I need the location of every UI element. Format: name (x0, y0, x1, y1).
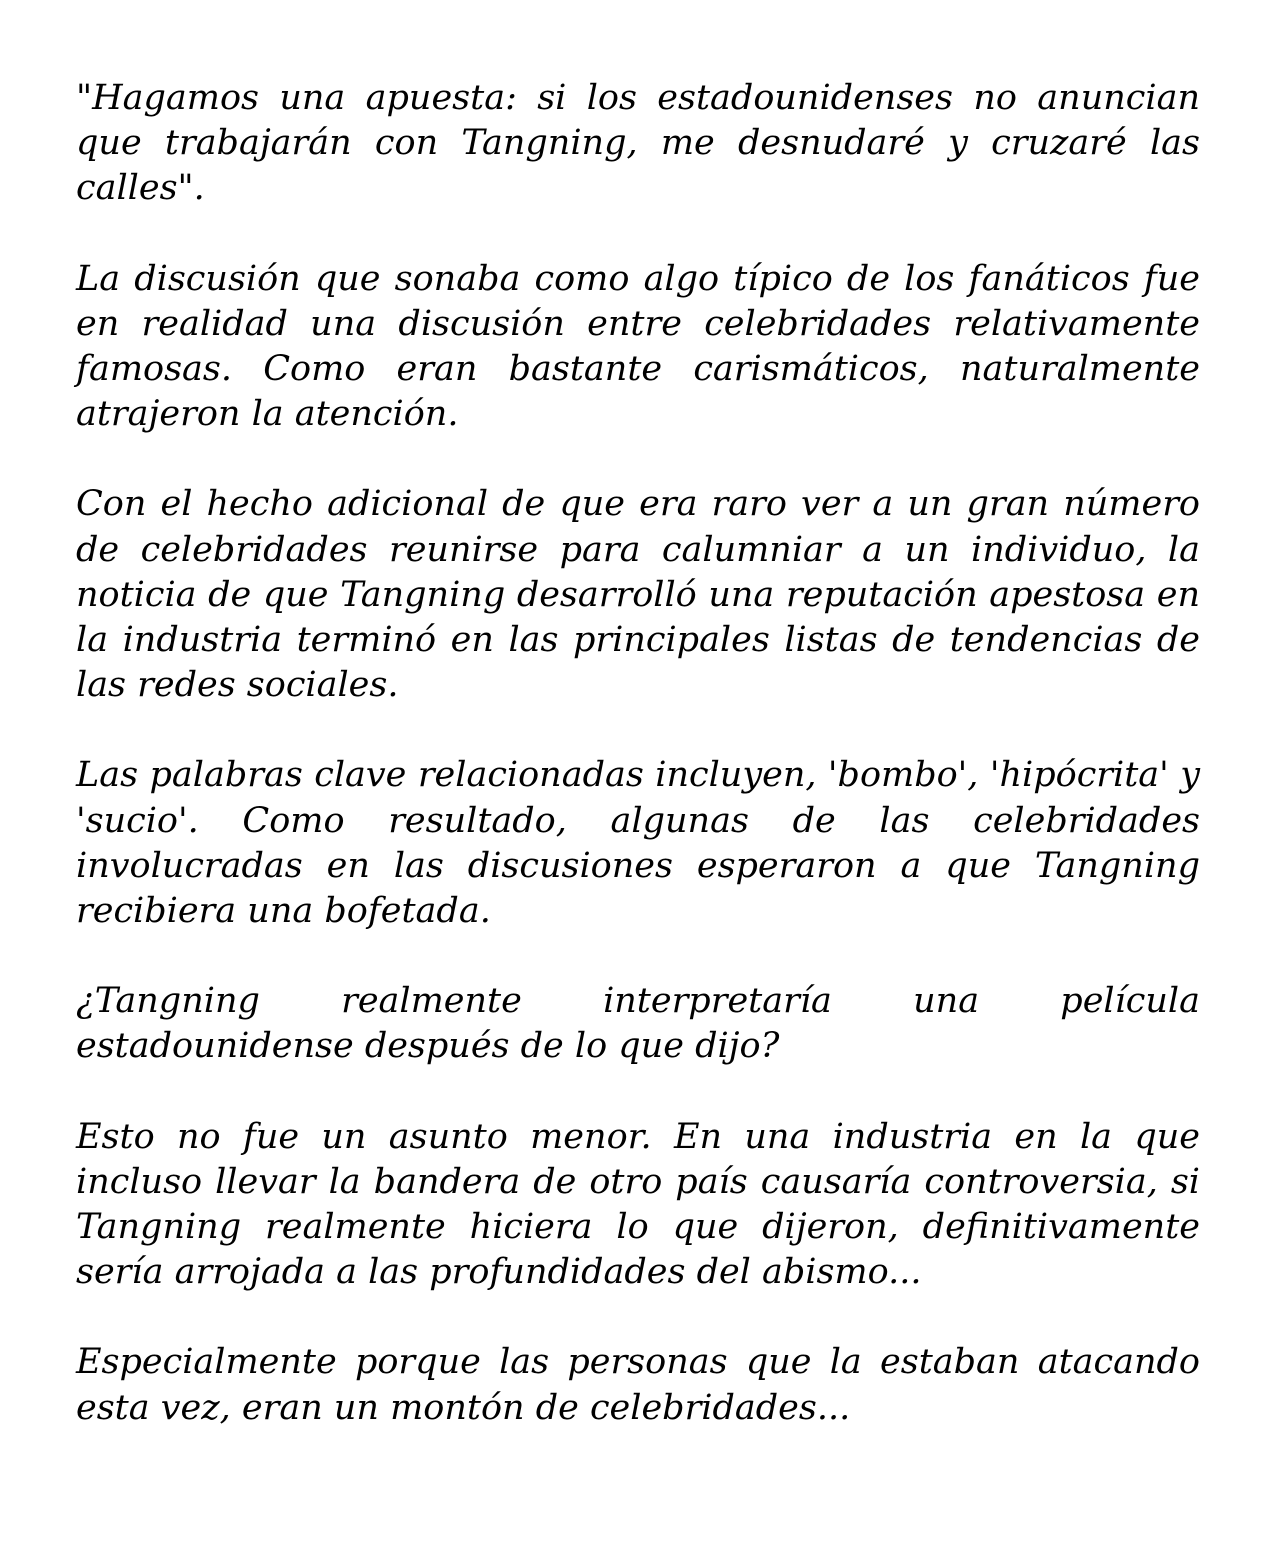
paragraph-6: Esto no fue un asunto menor. En una industria en la que incluso llevar la bandera de otro país causaría controversia, si Tangning realmente hiciera lo que dijeron, definitivamente sería arrojada a las profundidades del abismo... (76, 1116, 1200, 1293)
paragraph-7: Especialmente porque las personas que la estaban atacando esta vez, eran un montón de celebridades... (76, 1342, 1200, 1428)
paragraph-2: La discusión que sonaba como algo típico de los fanáticos fue en realidad una discusión entre celebridades relativamente famosas. Como eran bastante carismáticos, naturalmente atrajeron la atención. (76, 258, 1200, 435)
paragraph-1: "Hagamos una apuesta: si los estadounidenses no anuncian que trabajarán con Tangning, me desnudaré y cruzaré las calles". (76, 78, 1200, 209)
paragraph-3: Con el hecho adicional de que era raro ver a un gran número de celebridades reunirse para calumniar a un individuo, la noticia de que Tangning desarrolló una reputación apestosa en la industria terminó en las principales listas de tendencias de las redes sociales. (76, 484, 1200, 706)
paragraph-4: Las palabras clave relacionadas incluyen, 'bombo', 'hipócrita' y 'sucio'. Como resultado, algunas de las celebridades involucradas en las discusiones esperaron a que Tangning recibiera una bofetada. (76, 755, 1200, 932)
paragraph-5: ¿Tangning realmente interpretaría una película estadounidense después de lo que dijo? (76, 981, 1200, 1067)
document-page (76, 76, 1200, 1476)
